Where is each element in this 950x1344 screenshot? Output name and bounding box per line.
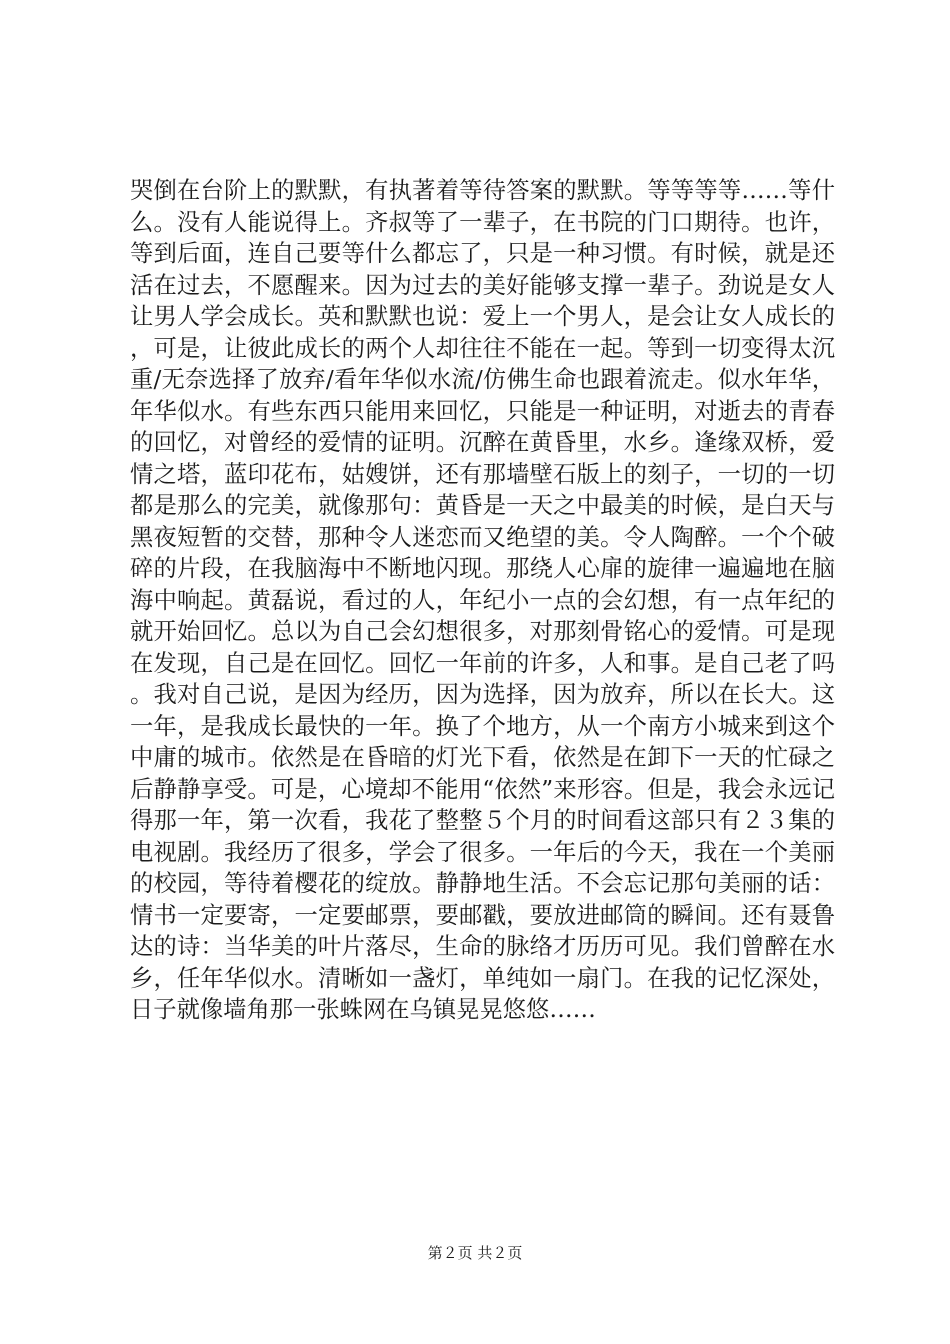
body-paragraph: 哭倒在台阶上的默默，有执著着等待答案的默默。等等等等……等什么。没有人能说得上。齐叔等了一辈子，在书院的门口期待。也许，等到后面，连自己要等什么都忘了，只是一种习惯。有时候，就是还活在过去，不愿醒来。因为过去的美好能够支撑一辈子。劲说是女人让男人学会成长。英和默默也说：爱上一个男人，是会让女人成长的，可是，让彼此成长的两个人却往往不能在一起。等到一切变得太沉重/无奈选择了放弃/看年华似水流/仿佛生命也跟着流走。似水年华，年华似水。有些东西只能用来回忆，只能是一种证明，对逝去的青春的回忆，对曾经的爱情的证明。沉醉在黄昏里，水乡。逢缘双桥，爱情之塔，蓝印花布，姑嫂饼，还有那墙壁石版上的刻子，一切的一切都是那么的完美，就像那句：黄昏是一天之中最美的时候，是白天与黑夜短暂的交替，那种令人迷恋而又绝望的美。令人陶醉。一个个破碎的片段，在我脑海中不断地闪现。那绕人心扉的旋律一遍遍地在脑海中响起。黄磊说，看过的人，年纪小一点的会幻想，有一点年纪的就开始回忆。总以为自己会幻想很多，对那刻骨铭心的爱情。可是现在发现，自己是在回忆。回忆一年前的许多，人和事。是自己老了吗。我对自己说，是因为经历，因为选择，因为放弃，所以在长大。这一年，是我成长最快的一年。换了个地方，从一个南方小城来到这个中庸的城市。依然是在昏暗的灯光下看，依然是在卸下一天的忙碌之后静静享受。可是，心境却不能用“依然”来形容。但是，我会永远记得那一年，第一次看，我花了整整５个月的时间看这部只有２３集的电视剧。我经历了很多，学会了很多。一年后的今天，我在一个美丽的校园，等待着樱花的绽放。静静地生活。不会忘记那句美丽的话：情书一定要寄，一定要邮票，要邮戳，要放进邮筒的瞬间。还有聂鲁达的诗：当华美的叶片落尽，生命的脉络才历历可见。我们曾醉在水乡，任年华似水。清晰如一盏灯，单纯如一扇门。在我的记忆深处，日子就像墙角那一张蛛网在乌镇晃晃悠悠…… [130, 177, 835, 1023]
page-footer: 第２页 共２页 [427, 1244, 523, 1262]
